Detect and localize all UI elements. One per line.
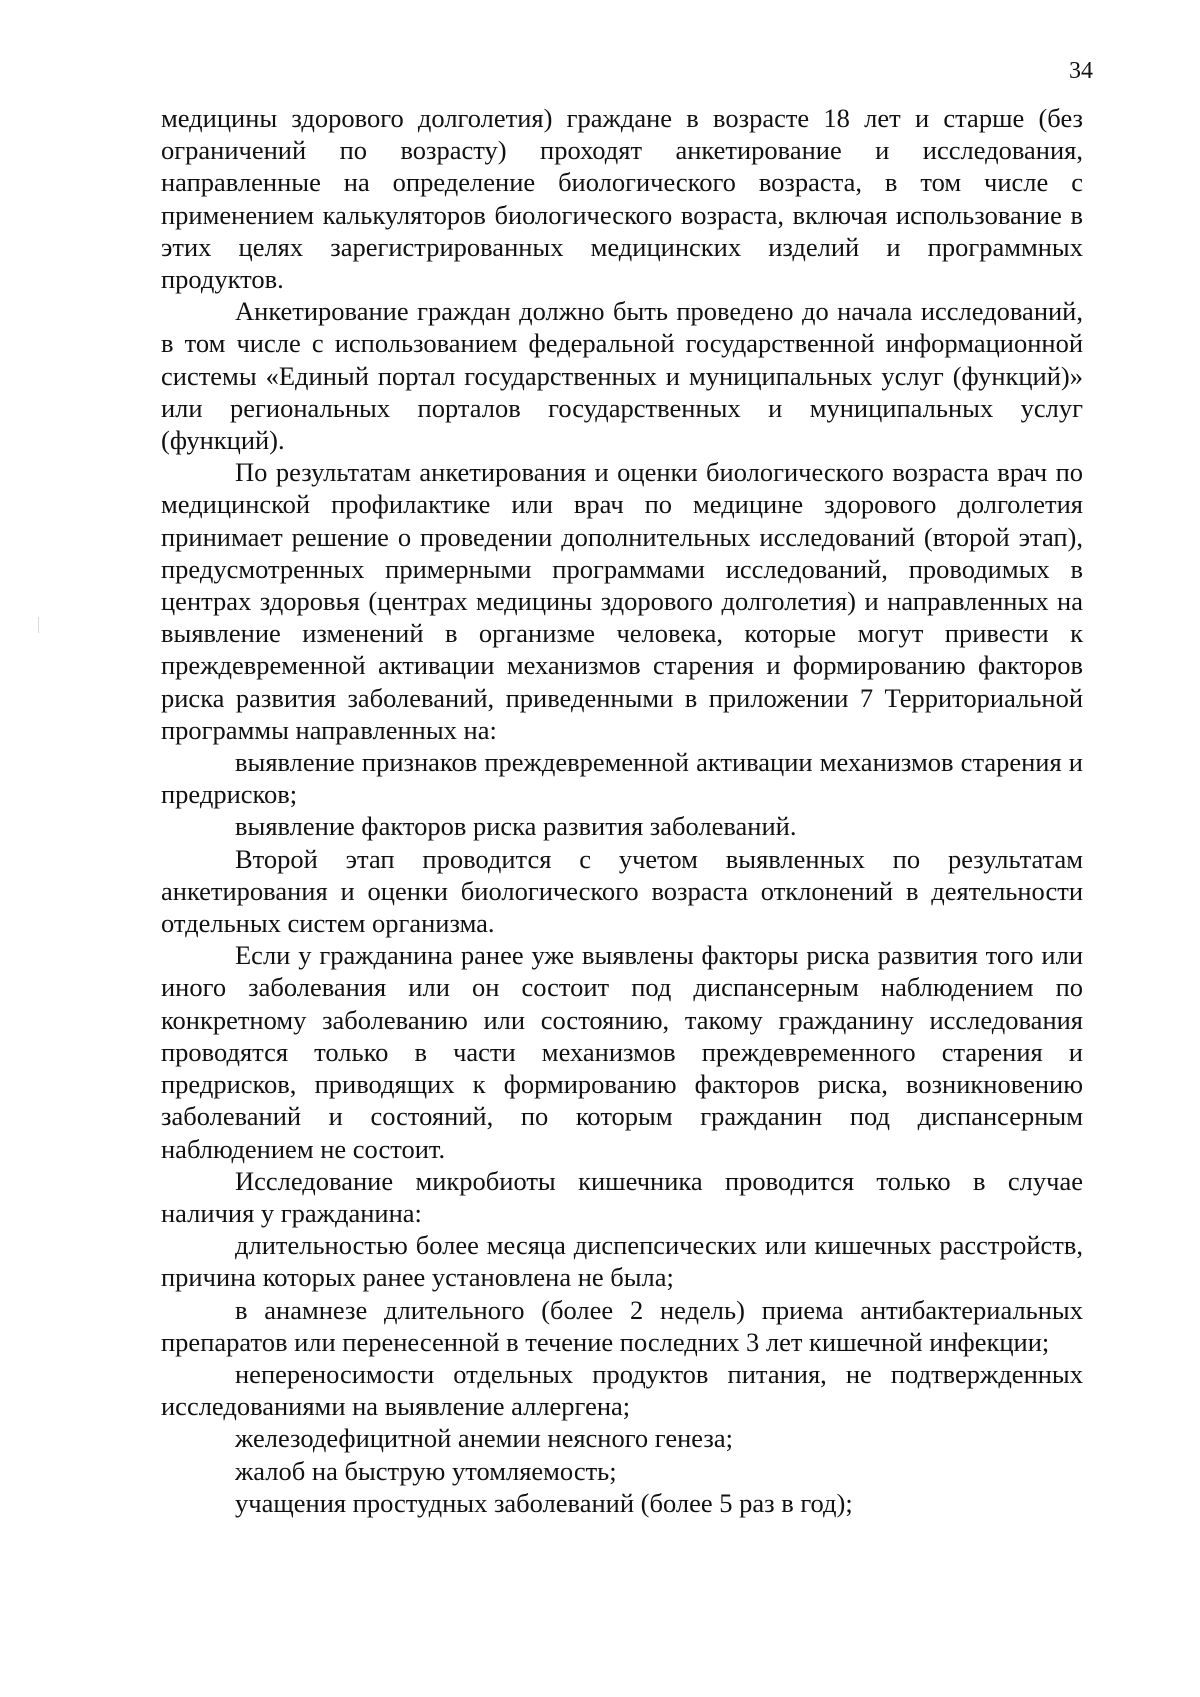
paragraph-questionnaire: Анкетирование граждан должно быть проведено до начала исследований, в том числе с использованием федеральной государственной информационной системы «Единый портал государственных и муниципальных услуг (функций)» или региональных порталов государственных и муниципальных услуг (функций). xyxy=(161,296,1083,456)
paragraph-existing-risk: Если у гражданина ранее уже выявлены факторы риска развития того или иного заболевания или он состоит под диспансерным наблюдением по конкретному заболеванию или состоянию, такому гражданину исследования проводятся только в части механизмов преждевременного старения и предрисков, приводящих к формированию факторов риска, возникновению заболеваний и состояний, по которым гражданин под диспансерным наблюдением не состоит. xyxy=(161,940,1083,1164)
document-body xyxy=(161,102,1083,1519)
list-item-antibiotics: в анамнезе длительного (более 2 недель) приема антибактериальных препаратов или перенесенной в течение последних 3 лет кишечной инфекции; xyxy=(161,1294,1083,1357)
list-item-fatigue: жалоб на быструю утомляемость; xyxy=(235,1455,617,1486)
list-item-aging-signs: выявление признаков преждевременной активации механизмов старения и предрисков; xyxy=(161,747,1083,810)
paragraph-second-stage: Второй этап проводится с учетом выявленных по результатам анкетирования и оценки биологического возраста отклонений в деятельности отдельных систем организма. xyxy=(161,843,1083,939)
list-item-dyspepsia: длительностью более месяца диспепсических или кишечных расстройств, причина которых ранее установлена не была; xyxy=(161,1230,1083,1293)
paragraph-microbiota: Исследование микробиоты кишечника проводится только в случае наличия у гражданина: xyxy=(161,1165,1083,1228)
paragraph-continuation: медицины здорового долголетия) граждане в возрасте 18 лет и старше (без ограничений по возрасту) проходят анкетирование и исследования, направленные на определение биологического возраста, в том числе с применением калькуляторов биологического возраста, включая использование в этих целях зарегистрированных медицинских изделий и программных продуктов. xyxy=(161,103,1083,295)
scan-artifact-mark xyxy=(38,617,39,633)
page-number: 34 xyxy=(1069,58,1093,84)
list-item-anemia: железодефицитной анемии неясного генеза; xyxy=(235,1423,733,1454)
list-item-colds: учащения простудных заболеваний (более 5 раз в год); xyxy=(235,1487,853,1518)
paragraph-results: По результатам анкетирования и оценки биологического возраста врач по медицинской профилактике или врач по медицине здорового долголетия принимает решение о проведении дополнительных исследований (второй этап), предусмотренных примерными программами исследований, проводимых в центрах здоровья (центрах медицины здорового долголетия) и направленных на выявление изменений в организме человека, которые могут привести к преждевременной активации механизмов старения и формированию факторов риска развития заболеваний, приведенными в приложении 7 Территориальной программы направленных на: xyxy=(161,457,1083,745)
list-item-food-intolerance: непереносимости отдельных продуктов питания, не подтвержденных исследованиями на выявление аллергена; xyxy=(161,1358,1083,1422)
list-item-risk-factors: выявление факторов риска развития заболеваний. xyxy=(235,811,797,842)
